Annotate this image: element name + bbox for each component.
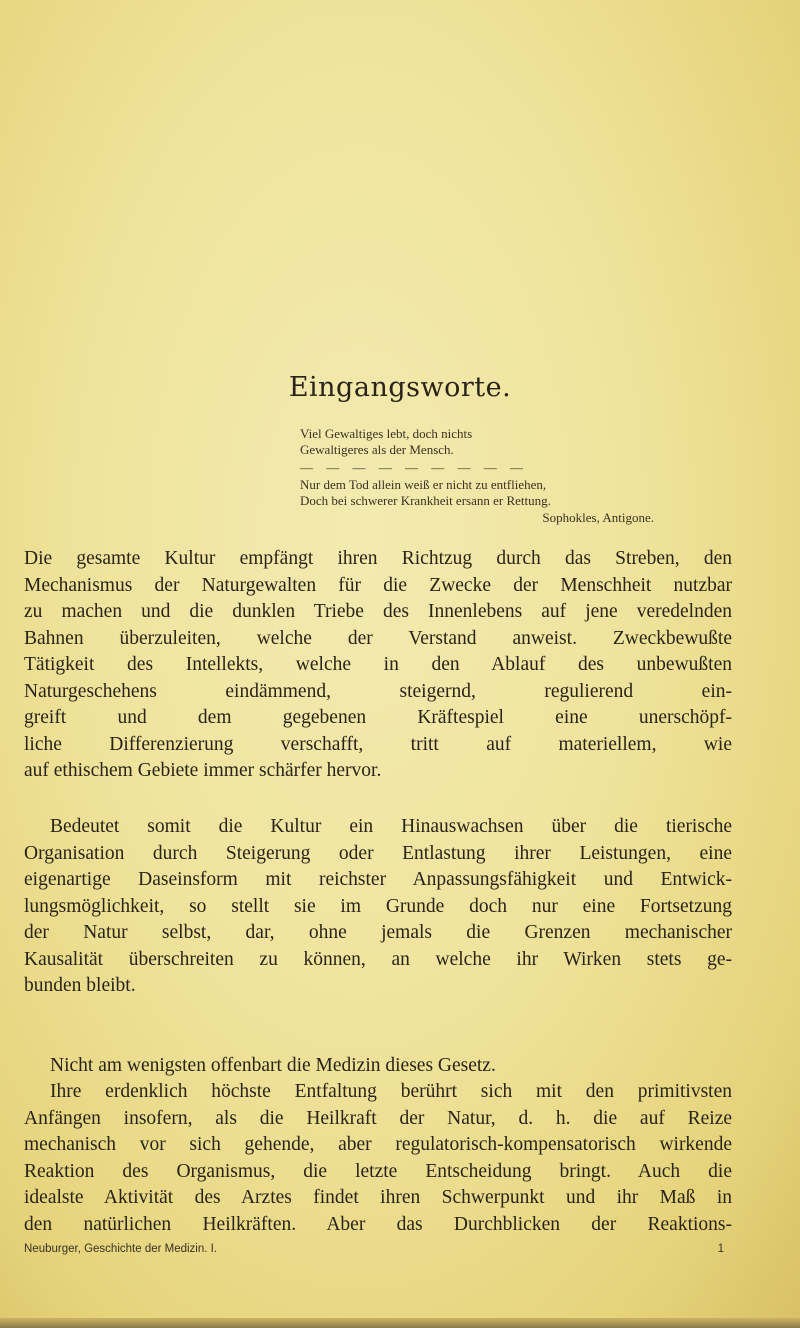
- paragraph-3: [24, 1053, 732, 1080]
- text-line: mechanisch vor sich gehende, aber regulatorisch-kompensatorisch wirkende: [24, 1134, 732, 1155]
- text-line: Anfängen insofern, als die Heilkraft der Natur, d. h. die auf Reize: [24, 1107, 732, 1129]
- text-line: Ihre erdenklich höchste Entfaltung berührt sich mit den primitivsten: [50, 1081, 732, 1102]
- paragraph-4: [24, 1079, 732, 1238]
- text-line: Mechanismus der Naturgewalten für die Zwecke der Menschheit nutzbar: [24, 574, 732, 596]
- text-line: lungsmöglichkeit, so stellt sie im Grunde doch nur eine Fortsetzung: [24, 895, 732, 917]
- text-line: Bedeutet somit die Kultur ein Hinauswachsen über die tierische: [50, 816, 732, 837]
- chapter-title: Eingangsworte.: [288, 372, 512, 403]
- running-footer: Neuburger, Geschichte der Medizin. I.: [24, 1243, 218, 1255]
- epigraph-second-stanza: [300, 477, 660, 509]
- epigraph-line: Nur dem Tod allein weiß er nicht zu entfliehen,: [300, 477, 547, 492]
- paragraph-2: [24, 814, 732, 1000]
- text-line: Bahnen überzuleiten, welche der Verstand anweist. Zweckbewußte: [24, 627, 732, 649]
- text-line: liche Differenzierung verschafft, tritt auf materiellem, wie: [24, 733, 732, 755]
- text-line: den natürlichen Heilkräften. Aber das Durchblicken der Reaktions-: [24, 1213, 732, 1235]
- text-line: greift und dem gegebenen Kräftespiel eine unerschöpf-: [24, 707, 732, 728]
- text-line: Nicht am wenigsten offenbart die Medizin dieses Gesetz.: [50, 1055, 496, 1076]
- text-line: der Natur selbst, dar, ohne jemals die Grenzen mechanischer: [24, 922, 732, 943]
- text-line: zu machen und die dunklen Triebe des Innenlebens auf jene veredelnden: [24, 601, 732, 622]
- text-line: Naturgeschehens eindämmend, steigernd, regulierend ein-: [24, 680, 732, 702]
- signature-mark: 1: [717, 1243, 724, 1255]
- text-line: bunden bleibt.: [24, 975, 136, 996]
- text-line: Tätigkeit des Intellekts, welche in den Ablauf des unbewußten: [24, 654, 732, 675]
- epigraph-line: Viel Gewaltiges lebt, doch nichts: [300, 426, 473, 441]
- text-line: idealste Aktivität des Arztes findet ihren Schwerpunkt und ihr Maß in: [24, 1187, 732, 1208]
- epigraph-attribution: Sophokles, Antigone.: [542, 510, 654, 525]
- text-line: Reaktion des Organismus, die letzte Entscheidung bringt. Auch die: [24, 1160, 732, 1182]
- text-line: eigenartige Daseinsform mit reichster Anpassungsfähigkeit und Entwick-: [24, 869, 732, 890]
- text-line: Kausalität überschreiten zu können, an welche ihr Wirken stets ge-: [24, 948, 732, 970]
- text-line: auf ethischem Gebiete immer schärfer hervor.: [24, 760, 382, 781]
- epigraph-first-stanza: [300, 426, 660, 458]
- text-line: Die gesamte Kultur empfängt ihren Richtzug durch das Streben, den: [24, 548, 732, 569]
- text-line: Organisation durch Steigerung oder Entlastung ihrer Leistungen, eine: [24, 842, 732, 864]
- paragraph-1: [24, 546, 732, 785]
- epigraph-separator: — — — — — — — — —: [300, 460, 528, 475]
- page-bottom-edge: [0, 1318, 800, 1328]
- epigraph-line: Doch bei schwerer Krankheit ersann er Rettung.: [300, 493, 551, 508]
- epigraph-line: Gewaltigeres als der Mensch.: [300, 442, 454, 457]
